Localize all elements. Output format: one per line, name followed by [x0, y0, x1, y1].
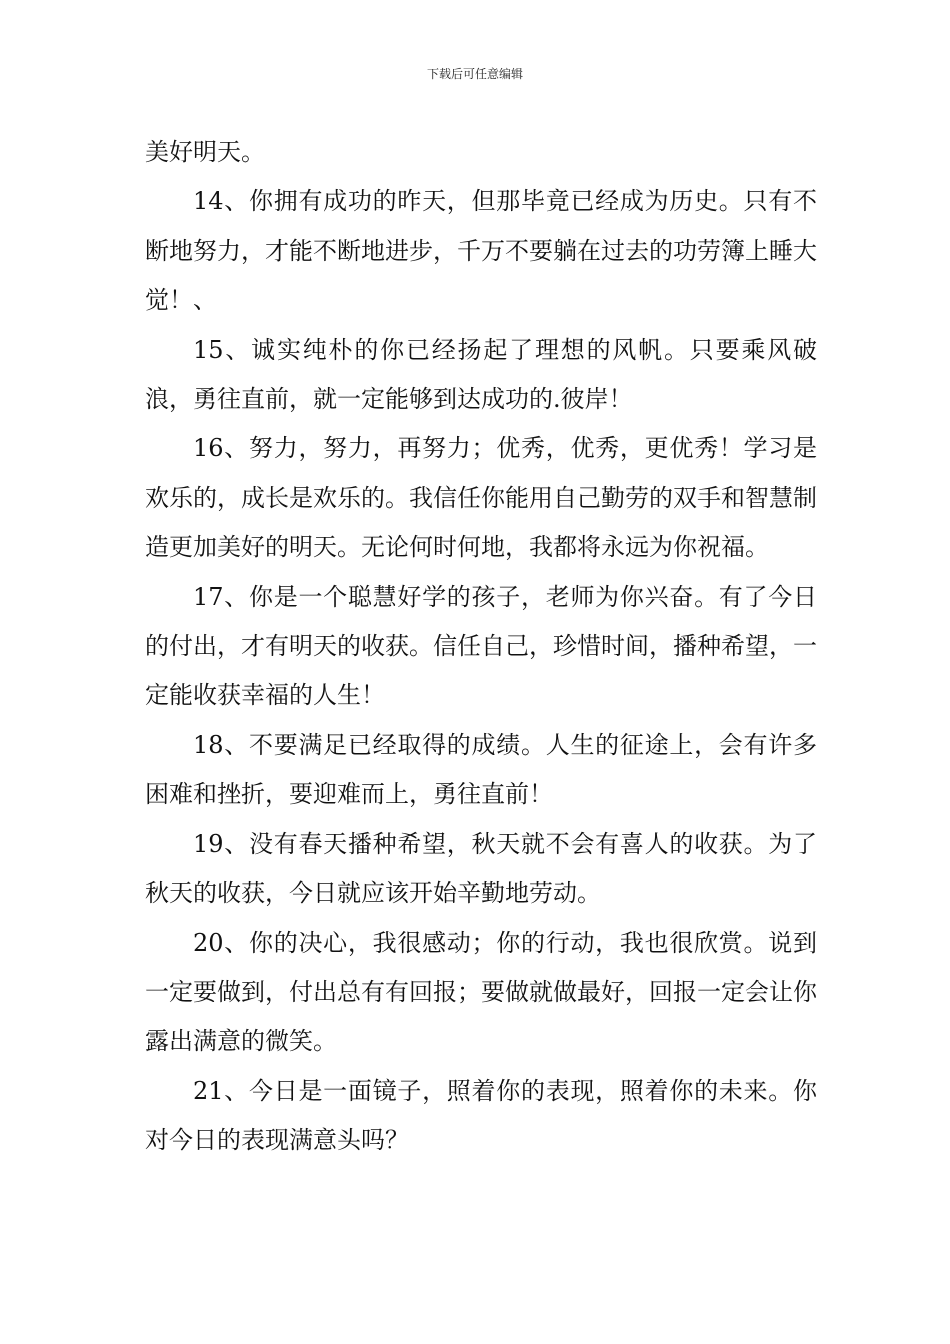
document-body	[145, 128, 817, 1166]
paragraph-19: 19、没有春天播种希望，秋天就不会有喜人的收获。为了秋天的收获，今日就应该开始辛勤地劳动。	[145, 829, 817, 908]
paragraph-16: 16、努力，努力，再努力；优秀，优秀，更优秀！学习是欢乐的，成长是欢乐的。我信任你能用自己勤劳的双手和智慧制造更加美好的明天。无论何时何地，我都将永远为你祝福。	[145, 434, 817, 562]
paragraph-15: 15、诚实纯朴的你已经扬起了理想的风帆。只要乘风破浪，勇往直前，就一定能够到达成功的.彼岸！	[145, 335, 817, 414]
paragraph-continuation: 美好明天。	[145, 138, 265, 166]
paragraph-18: 18、不要满足已经取得的成绩。人生的征途上，会有许多困难和挫折，要迎难而上，勇往直前！	[145, 730, 817, 809]
paragraph-20: 20、你的决心，我很感动；你的行动，我也很欣赏。说到一定要做到，付出总有有回报；要做就做最好，回报一定会让你露出满意的微笑。	[145, 928, 817, 1056]
page-header: 下载后可任意编辑	[426, 67, 523, 81]
paragraph-14: 14、你拥有成功的昨天，但那毕竟已经成为历史。只有不断地努力，才能不断地进步，千万不要躺在过去的功劳簿上睡大觉！、	[145, 187, 817, 315]
paragraph-21: 21、今日是一面镜子，照着你的表现，照着你的未来。你对今日的表现满意头吗？	[145, 1076, 817, 1155]
paragraph-17: 17、你是一个聪慧好学的孩子，老师为你兴奋。有了今日的付出，才有明天的收获。信任自己，珍惜时间，播种希望，一定能收获幸福的人生！	[145, 582, 817, 710]
